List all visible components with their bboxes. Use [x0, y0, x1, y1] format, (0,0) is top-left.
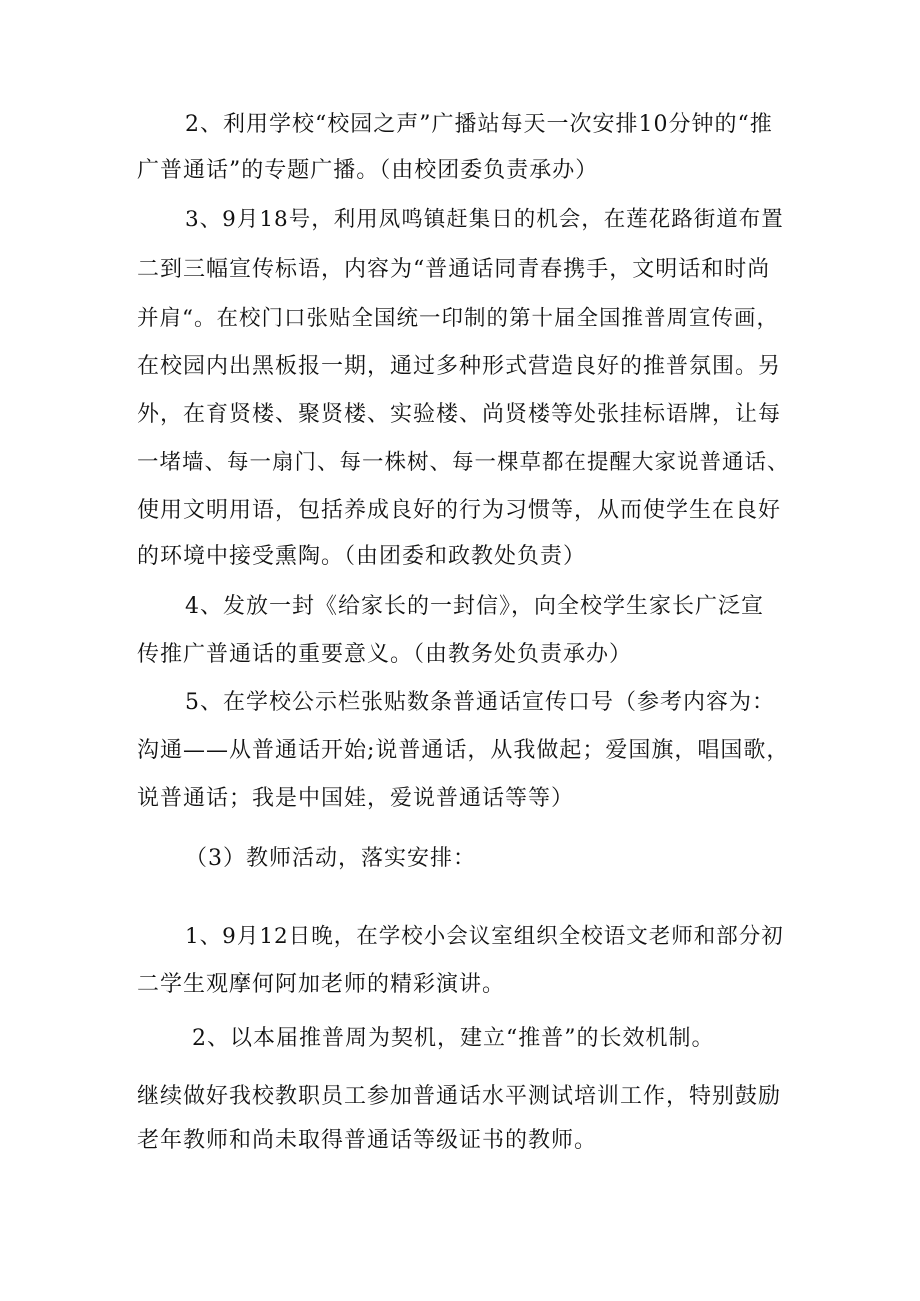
text-line: 2、利用学校“校园之声”广播站每天一次安排10分钟的“推 [185, 112, 773, 137]
text-line: 老年教师和尚未取得普通话等级证书的教师。 [137, 1128, 598, 1153]
text-line: 外，在育贤楼、聚贤楼、实验楼、尚贤楼等处张挂标语牌，让每 [137, 402, 782, 427]
text-line: 广普通话”的专题广播。（由校团委负责承办） [137, 158, 599, 183]
text-line: 说普通话；我是中国娃，爱说普通话等等） [137, 786, 575, 811]
text-line: 二学生观摩何阿加老师的精彩演讲。 [137, 972, 506, 997]
text-line: 一堵墙、每一扇门、每一株树、每一棵草都在提醒大家说普通话、 [137, 450, 790, 475]
text-line: 继续做好我校教职员工参加普通话水平测试培训工作，特别鼓励 [137, 1084, 782, 1109]
text-line: 1、9月12日晚，在学校小会议室组织全校语文老师和部分初 [185, 924, 784, 949]
text-line: （3）教师活动，落实安排： [185, 846, 476, 871]
text-line: 2、以本届推普周为契机，建立“推普”的长效机制。 [192, 1026, 715, 1051]
text-line: 的环境中接受熏陶。（由团委和政教处负责） [137, 544, 587, 569]
text-line: 使用文明用语，包括养成良好的行为习惯等，从而使学生在良好 [137, 498, 782, 523]
text-line: 并肩“。在校门口张贴全国统一印制的第十届全国推普周宣传画， [137, 306, 779, 331]
text-line: 5、在学校公示栏张贴数条普通话宣传口号（参考内容为： [185, 690, 775, 715]
text-line: 传推广普通话的重要意义。（由教务处负责承办） [137, 642, 633, 667]
text-line: 3、9月18号，利用凤鸣镇赶集日的机会，在莲花路街道布置 [185, 207, 784, 232]
text-line: 沟通——从普通话开始;说普通话，从我做起；爱国旗，唱国歌， [137, 738, 790, 763]
text-line: 4、发放一封《给家长的一封信》，向全校学生家长广泛宣 [185, 594, 764, 619]
text-line: 在校园内出黑板报一期，通过多种形式营造良好的推普氛围。另 [137, 354, 782, 379]
text-line: 二到三幅宣传标语，内容为“普通话同青春携手，文明话和时尚 [137, 257, 771, 282]
